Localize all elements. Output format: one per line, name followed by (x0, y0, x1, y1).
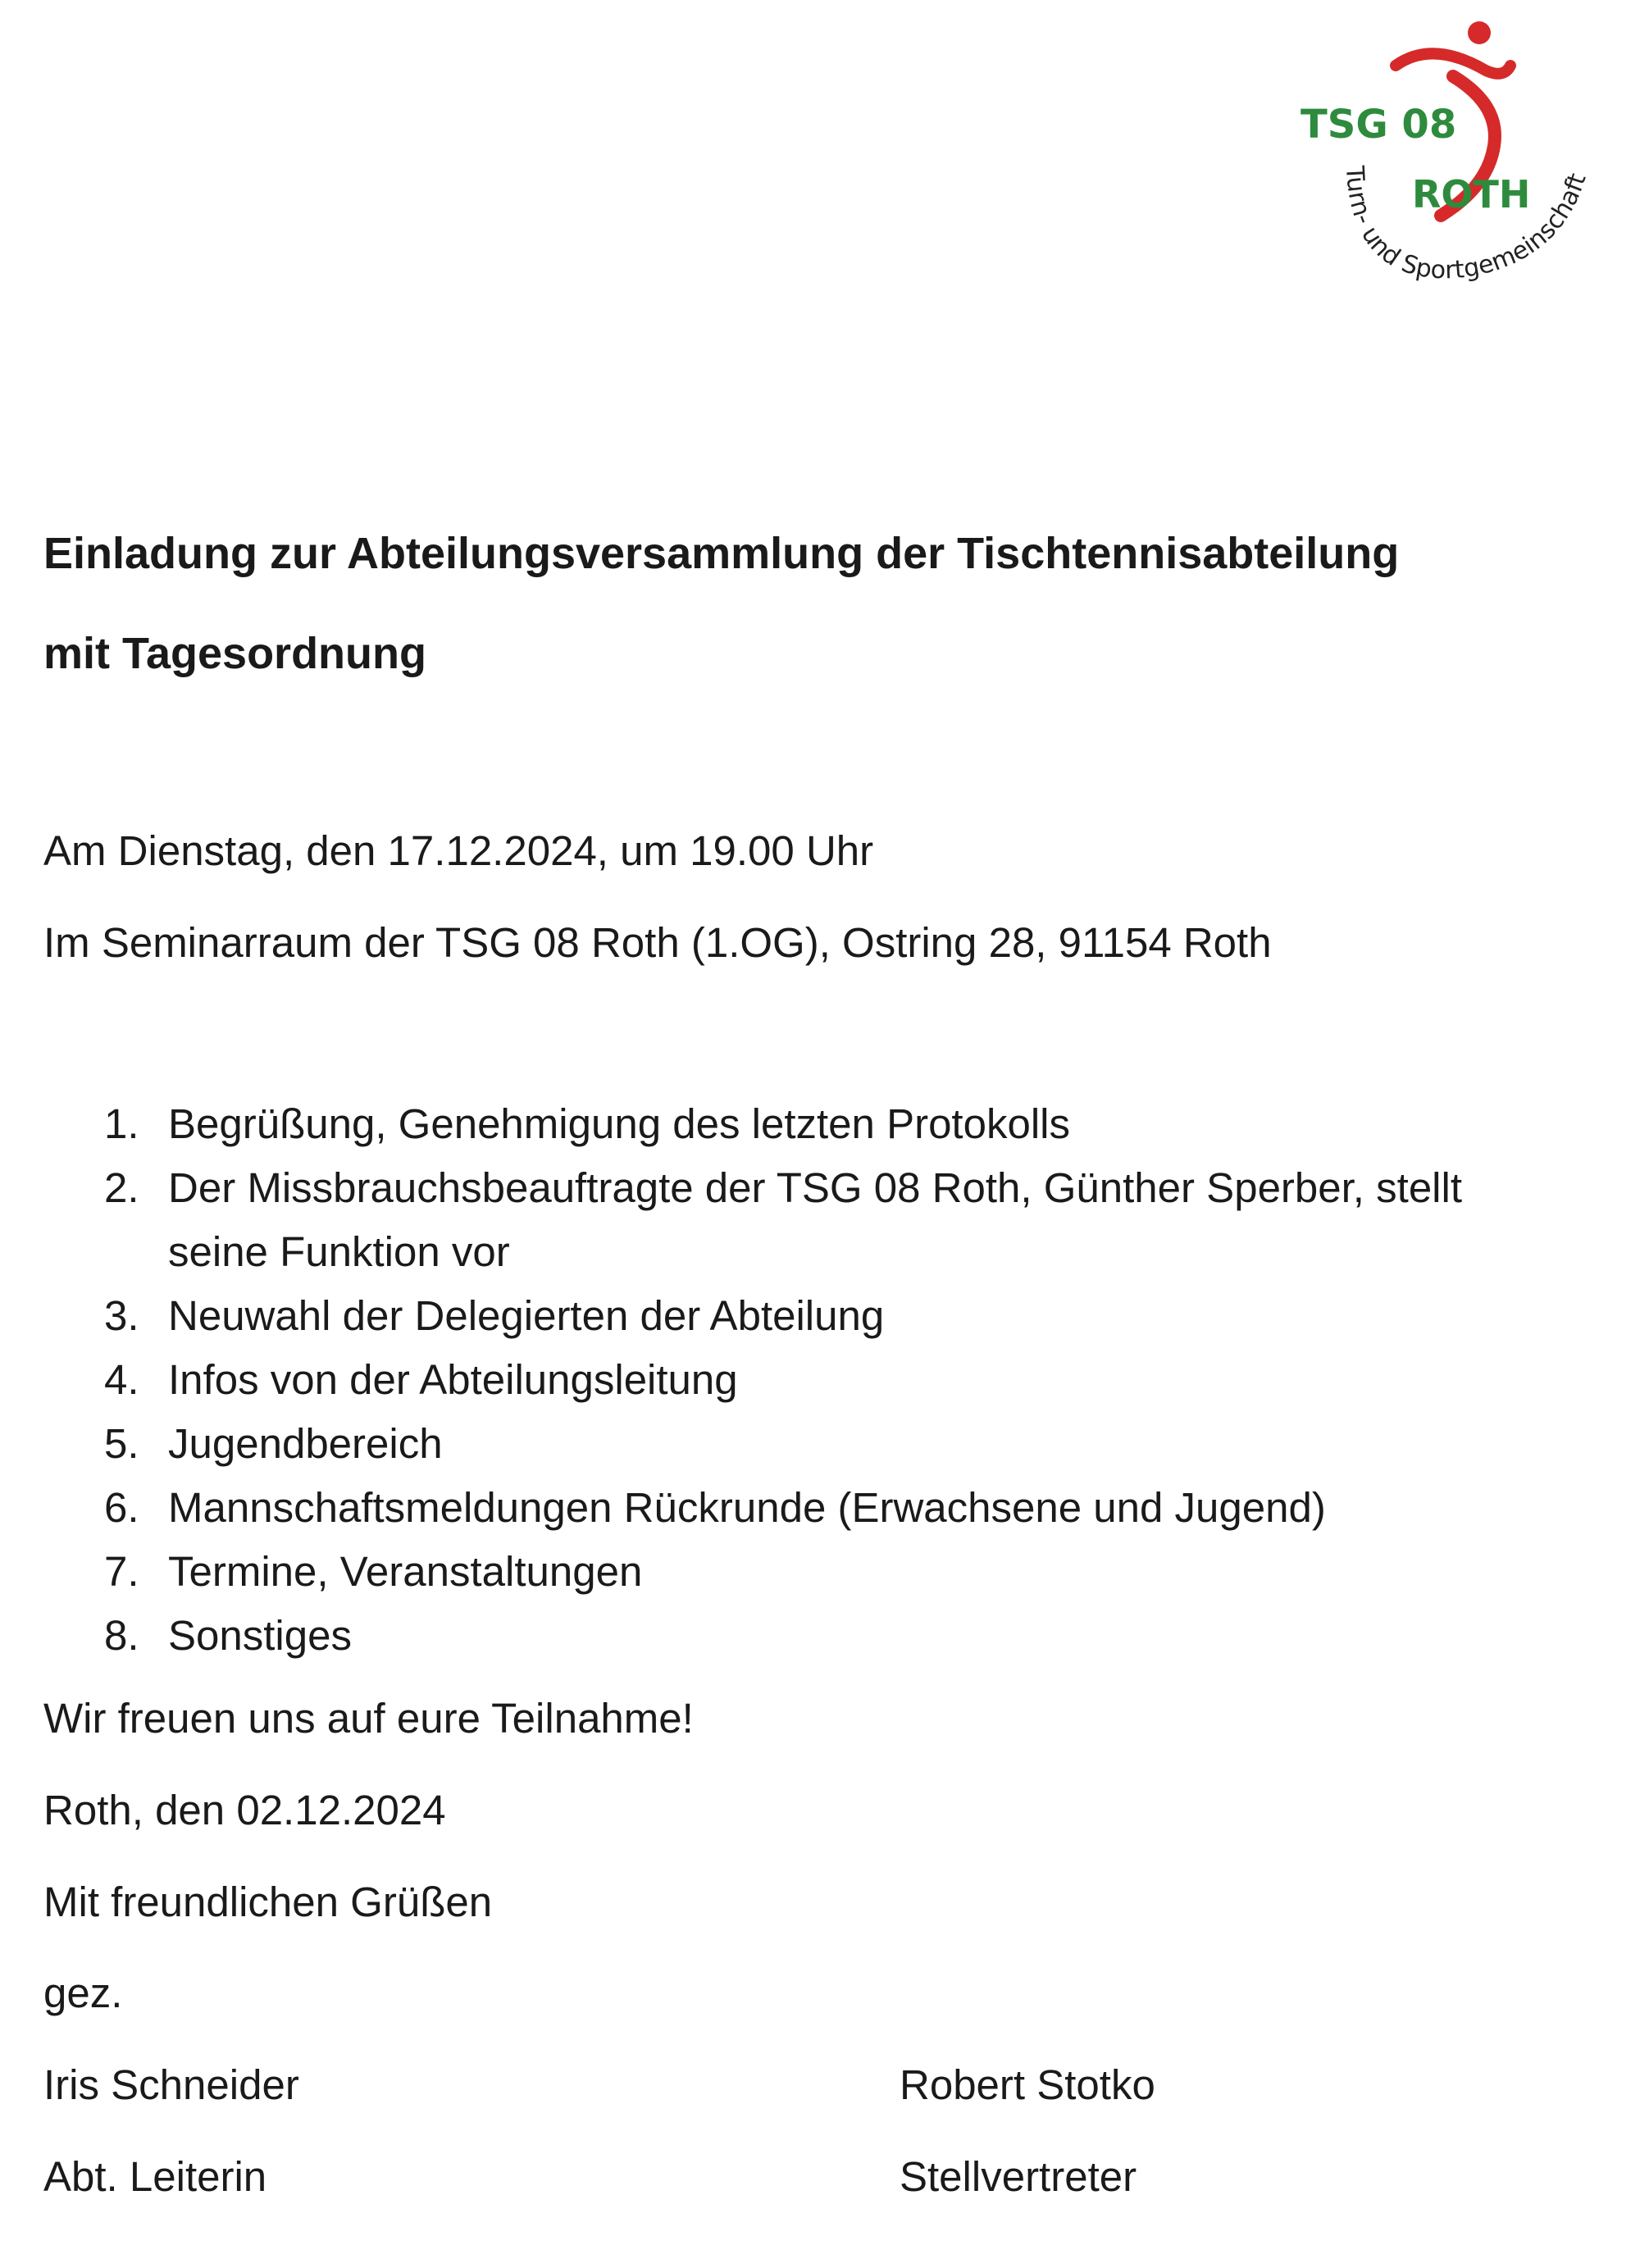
agenda-item-text: Mannschaftsmeldungen Rückrunde (Erwachsene und Jugend) (168, 1484, 1326, 1531)
signatory-role-right: Stellvertreter (900, 2153, 1137, 2200)
agenda-item-text: Begrüßung, Genehmigung des letzten Protokolls (168, 1100, 1070, 1147)
agenda-item-number: 6. (104, 1484, 139, 1531)
signatory-name-right: Robert Stotko (900, 2061, 1155, 2108)
logo-text-roth: ROTH (1412, 172, 1531, 216)
closing-sentence: Wir freuen uns auf eure Teilnahme! (43, 1695, 694, 1742)
agenda-item-number: 3. (104, 1292, 139, 1339)
document-title-line1: Einladung zur Abteilungsversammlung der Tischtennisabteilung (43, 529, 1400, 578)
club-logo (1289, 7, 1601, 314)
agenda-item (0, 1476, 1649, 1540)
agenda-item-text: Infos von der Abteilungsleitung (168, 1356, 738, 1403)
figure-head-shape (1468, 21, 1491, 44)
agenda-item (0, 1284, 1649, 1348)
document-title-line2: mit Tagesordnung (43, 629, 426, 678)
agenda-item (0, 1092, 1649, 1156)
meeting-date: Am Dienstag, den 17.12.2024, um 19.00 Uhr (43, 827, 874, 874)
agenda-item-text: Der Missbrauchsbeauftragte der TSG 08 Roth, Günther Sperber, stellt seine Funktion vor (168, 1164, 1463, 1275)
agenda-item-number: 7. (104, 1548, 139, 1595)
signatory-role-left: Abt. Leiterin (43, 2153, 267, 2200)
signed-note: gez. (43, 1970, 123, 2016)
agenda-item-number: 4. (104, 1356, 139, 1403)
agenda-list (0, 1092, 1649, 1668)
meeting-location: Im Seminarraum der TSG 08 Roth (1.OG), Ostring 28, 91154 Roth (43, 919, 1272, 966)
agenda-item (0, 1156, 1649, 1284)
logo-text-tsg08: TSG 08 (1301, 102, 1457, 148)
greeting: Mit freundlichen Grüßen (43, 1879, 493, 1925)
place-and-date: Roth, den 02.12.2024 (43, 1787, 446, 1833)
agenda-item-number: 8. (104, 1612, 139, 1659)
signatory-name-left: Iris Schneider (43, 2061, 299, 2108)
agenda-item (0, 1412, 1649, 1476)
agenda-item (0, 1604, 1649, 1668)
agenda-item (0, 1540, 1649, 1604)
agenda-item-number: 5. (104, 1420, 139, 1467)
agenda-item-text: Sonstiges (168, 1612, 352, 1659)
agenda-item-text: Neuwahl der Delegierten der Abteilung (168, 1292, 885, 1339)
agenda-item-text: Jugendbereich (168, 1420, 443, 1467)
agenda-item (0, 1348, 1649, 1412)
agenda-item-number: 2. (104, 1164, 139, 1211)
logo-subtitle: Turn- und Sportgemeinschaft (1340, 165, 1592, 285)
agenda-item-number: 1. (104, 1100, 139, 1147)
agenda-item-text: Termine, Veranstaltungen (168, 1548, 643, 1595)
